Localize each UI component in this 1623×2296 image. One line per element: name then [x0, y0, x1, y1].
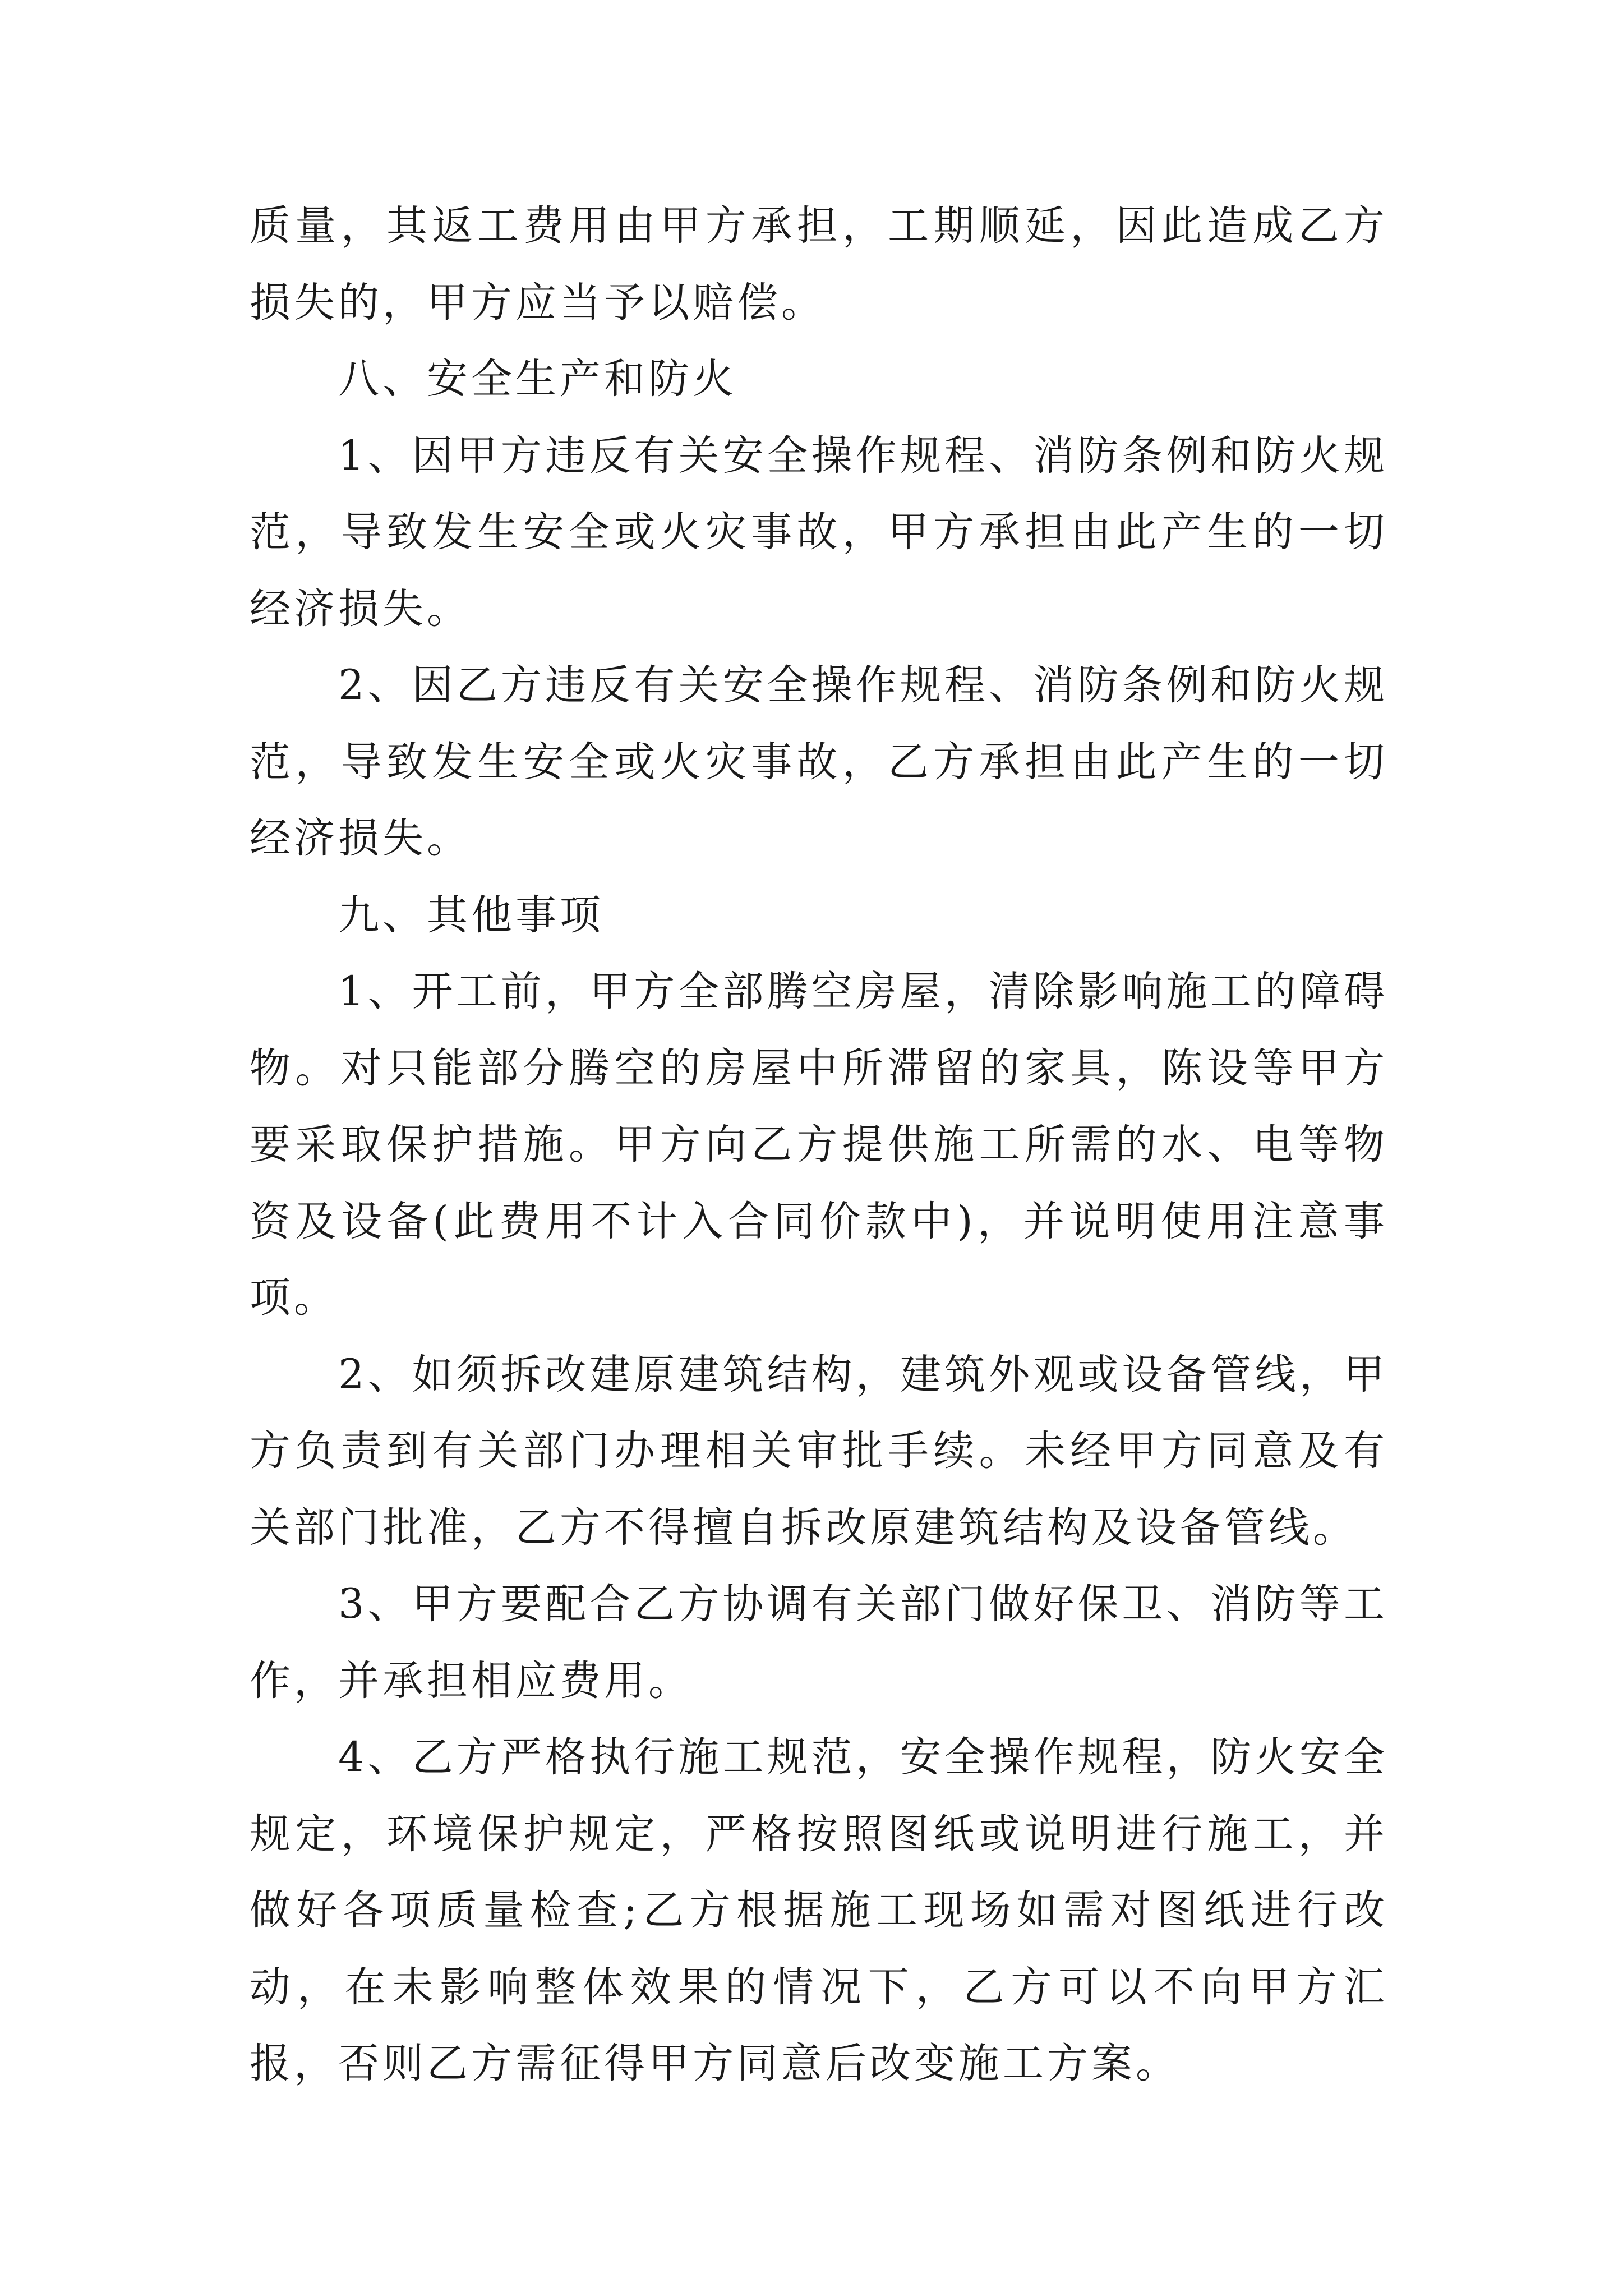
- paragraph-quality-cost: 质量，其返工费用由甲方承担，工期顺延，因此造成乙方损失的，甲方应当予以赔偿。: [250, 202, 1388, 326]
- paragraph-other-1: 1、开工前，甲方全部腾空房屋，清除影响施工的障碍物。对只能部分腾空的房屋中所滞留的家具，陈设等甲方要采取保护措施。甲方向乙方提供施工所需的水、电等物资及设备(此费用不计入合同价款中)，并说明使用注意事项。: [250, 968, 1388, 1322]
- paragraph-other-2: 2、如须拆改建原建筑结构，建筑外观或设备管线，甲方负责到有关部门办理相关审批手续。未经甲方同意及有关部门批准，乙方不得擅自拆改原建筑结构及设备管线。: [250, 1350, 1388, 1552]
- paragraph-other-3: 3、甲方要配合乙方协调有关部门做好保卫、消防等工作，并承担相应费用。: [250, 1580, 1388, 1705]
- paragraph-safety-party-a: 1、因甲方违反有关安全操作规程、消防条例和防火规范，导致发生安全或火灾事故，甲方承担由此产生的一切经济损失。: [250, 431, 1388, 633]
- document-page: [250, 188, 1388, 2102]
- section-heading-safety-fire: 八、安全生产和防火: [338, 355, 737, 403]
- paragraph-safety-party-b: 2、因乙方违反有关安全操作规程、消防条例和防火规范，导致发生安全或火灾事故，乙方承担由此产生的一切经济损失。: [250, 661, 1388, 862]
- section-heading-other-matters: 九、其他事项: [338, 891, 604, 939]
- paragraph-other-4: 4、乙方严格执行施工规范，安全操作规程，防火安全规定，环境保护规定，严格按照图纸或说明进行施工，并做好各项质量检查;乙方根据施工现场如需对图纸进行改动，在未影响整体效果的情况下，乙方可以不向甲方汇报，否则乙方需征得甲方同意后改变施工方案。: [250, 1733, 1388, 2087]
